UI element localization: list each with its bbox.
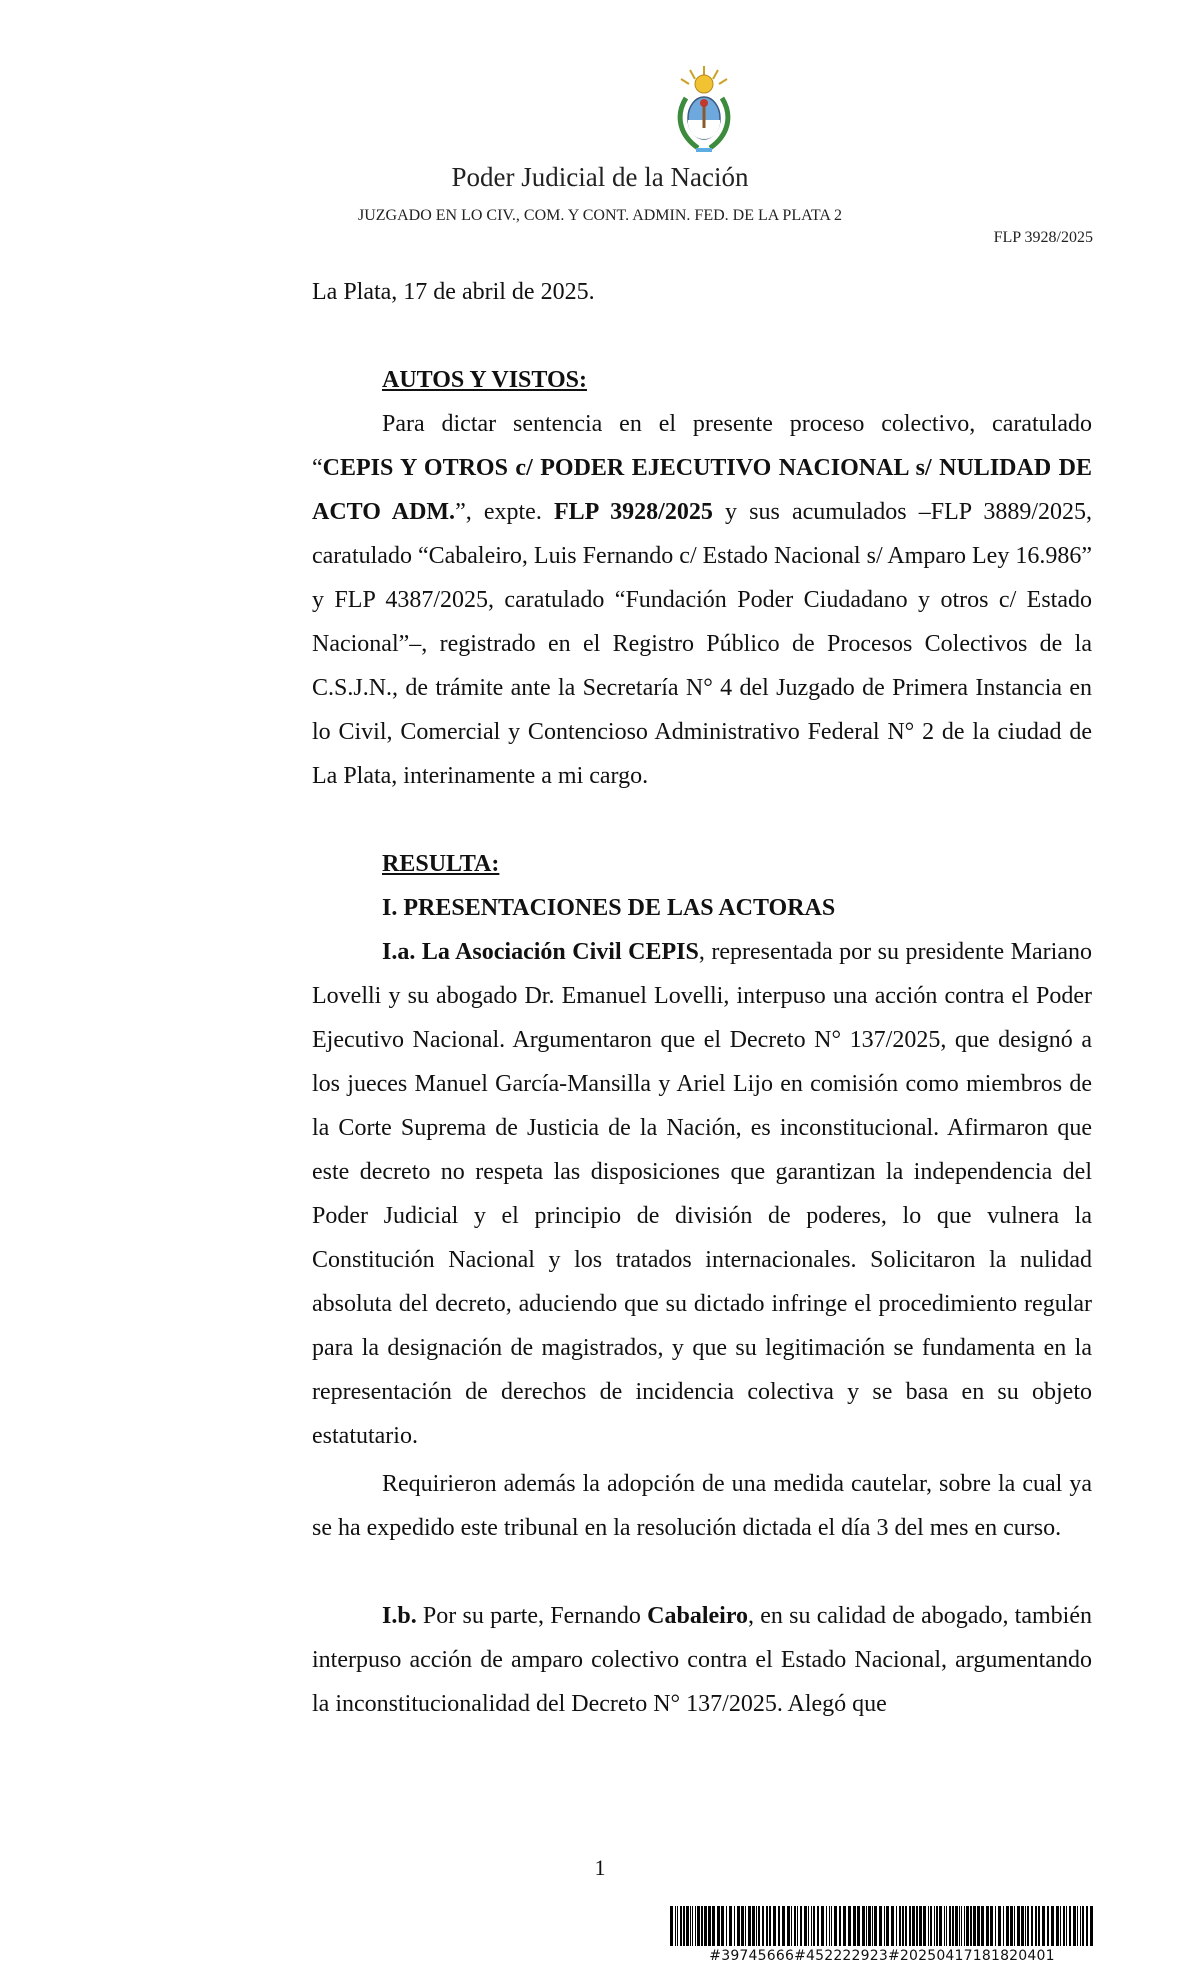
barcode-bar-62	[899, 1906, 901, 1946]
barcode-bar-36	[800, 1906, 802, 1946]
barcode-bar-25	[758, 1906, 760, 1946]
barcode-bar-59	[886, 1906, 889, 1946]
barcode-bar-77	[949, 1906, 951, 1946]
barcode-bar-3	[680, 1906, 682, 1946]
autos-text-3: y sus acumulados –FLP 3889/2025, caratulado “Cabaleiro, Luis Fernando c/ Estado Nacional s/ Amparo Ley 16.986” y FLP 4387/2025, caratulado “Fundación Poder Ciudadano y otros c/ Estado Nacional”–, registrado en el Registro Público de Procesos Colectivos de la C.S.J.N., de trámite ante la Secretaría N° 4 del Juzgado de Primera Instancia en lo Civil, Comercial y Contencioso Administrativo Federal N° 2 de la ciudad de La Plata, interinamente a mi cargo.	[312, 499, 1093, 789]
barcode-bar-14	[717, 1906, 720, 1946]
court-title: Poder Judicial de la Nación	[451, 162, 749, 192]
barcode-bar-28	[769, 1906, 771, 1946]
barcode-bar-113	[1080, 1906, 1081, 1946]
barcode-bar-45	[831, 1906, 832, 1946]
barcode-bar-64	[905, 1906, 907, 1946]
barcode-bar-17	[729, 1906, 732, 1946]
barcode-bar-58	[884, 1906, 885, 1946]
barcode-bar-51	[857, 1906, 860, 1946]
barcode-bar-88	[986, 1906, 989, 1946]
section-heading-autos-text: AUTOS Y VISTOS:	[382, 367, 587, 393]
barcode-bar-90	[995, 1906, 996, 1946]
barcode-bar-91	[998, 1906, 1001, 1946]
barcode-bar-86	[977, 1906, 980, 1946]
barcode-bar-63	[902, 1906, 904, 1946]
barcode-bar-66	[912, 1906, 915, 1946]
barcode-bar-99	[1027, 1906, 1029, 1946]
barcode-bar-18	[734, 1906, 735, 1946]
barcode-bar-49	[848, 1906, 851, 1946]
barcode-bar-84	[970, 1906, 972, 1946]
barcode-bar-115	[1086, 1906, 1088, 1946]
barcode-bar-33	[791, 1906, 792, 1946]
barcode-bar-110	[1069, 1906, 1071, 1946]
barcode-bar-112	[1077, 1906, 1078, 1946]
barcode-bar-107	[1060, 1906, 1061, 1946]
paragraph-ib-name: Cabaleiro	[647, 1603, 749, 1629]
argentine-coat-of-arms-icon	[672, 64, 736, 156]
barcode-bar-2	[677, 1906, 678, 1946]
page-number: 1	[594, 1855, 606, 1880]
barcode-bar-52	[862, 1906, 865, 1946]
sun-rays	[681, 66, 727, 93]
paragraph-ia-text: , representada por su presidente Mariano Lovelli y su abogado Dr. Emanuel Lovelli, interpuso una acción contra el Poder Ejecutivo Nacional. Argumentaron que el Decreto N° 137/2025, que designó a los jueces Manuel García-Mansilla y Ariel Lijo en comisión como miembros de la Corte Suprema de Justicia de la Nación, es inconstitucional. Afirmaron que este decreto no respeta las disposiciones que garantizan la independencia del Poder Judicial y el principio de división de poderes, lo que vulnera la Constitución Nacional y los tratados internacionales. Solicitaron la nulidad absoluta del decreto, aduciendo que su dictado infringe el procedimiento regular para la designación de magistrados, y que su legitimación se fundamenta en la representación de derechos de incidencia colectiva y se basa en su objeto estatutario.	[312, 939, 1092, 1449]
court-subtitle: JUZGADO EN LO CIV., COM. Y CONT. ADMIN. FED. DE LA PLATA 2	[357, 207, 843, 224]
barcode-bar-31	[782, 1906, 785, 1946]
barcode-bar-89	[990, 1906, 993, 1946]
barcode-bar-79	[955, 1906, 958, 1946]
barcode-bar-101	[1035, 1906, 1037, 1946]
barcode-bar-70	[928, 1906, 929, 1946]
barcode-bar-38	[808, 1906, 809, 1946]
barcode-bar-34	[794, 1906, 796, 1946]
barcode-bar-39	[811, 1906, 812, 1946]
barcode-bar-55	[872, 1906, 873, 1946]
barcode-bar-6	[690, 1906, 691, 1946]
barcode-bar-5	[686, 1906, 689, 1946]
barcode-text: #39745666#452222923#20250417181820401	[709, 1948, 1055, 1964]
barcode-bar-93	[1006, 1906, 1009, 1946]
paragraph-ia-2: Requirieron además la adopción de una medida cautelar, sobre la cual ya se ha expedido este tribunal en la resolución dictada el día 3 del mes en curso.	[312, 1471, 1092, 1541]
barcode-bar-50	[853, 1906, 856, 1946]
barcode-bar-78	[952, 1906, 954, 1946]
barcode-bar-48	[843, 1906, 846, 1946]
barcode-bar-104	[1047, 1906, 1049, 1946]
paragraph-ib-text-1: Por su parte, Fernando	[416, 1603, 648, 1629]
barcode-bar-98	[1025, 1906, 1026, 1946]
autos-text-2: ”, expte.	[455, 499, 554, 525]
barcode-bar-26	[762, 1906, 764, 1946]
barcode-bar-100	[1031, 1906, 1033, 1946]
barcode-bar-69	[923, 1906, 926, 1946]
barcode-bar-72	[934, 1906, 935, 1946]
paragraph-autos	[312, 402, 1092, 798]
barcode-bar-108	[1063, 1906, 1065, 1946]
barcode-bar-105	[1051, 1906, 1054, 1946]
autos-text-1: Para dictar sentencia en el presente proceso colectivo, caratulado “	[312, 411, 1092, 481]
date-line: La Plata, 17 de abril de 2025.	[312, 279, 595, 305]
barcode-bar-114	[1082, 1906, 1084, 1946]
barcode-bar-97	[1021, 1906, 1024, 1946]
barcode-bar-57	[879, 1906, 882, 1946]
barcode-bar-44	[829, 1906, 830, 1946]
barcode-bar-42	[821, 1906, 824, 1946]
paragraph-ia	[312, 930, 1092, 1458]
section-heading-resulta-text: RESULTA:	[382, 851, 500, 877]
barcode-bar-73	[936, 1906, 938, 1946]
barcode-bar-87	[981, 1906, 984, 1946]
case-number: FLP 3928/2025	[993, 229, 1093, 246]
barcode-bar-61	[896, 1906, 897, 1946]
barcode-bar-95	[1014, 1906, 1015, 1946]
barcode-bar-10	[701, 1906, 703, 1946]
barcode-bar-21	[745, 1906, 746, 1946]
case-caption: CEPIS Y OTROS c/ PODER EJECUTIVO NACIONAL s/ NULIDAD DE ACTO ADM.	[312, 455, 1092, 525]
barcode-bar-20	[741, 1906, 744, 1946]
barcode-bar-30	[778, 1906, 780, 1946]
barcode-bar-56	[874, 1906, 877, 1946]
barcode-bar-40	[813, 1906, 815, 1946]
barcode-bar-106	[1056, 1906, 1059, 1946]
barcode-bar-80	[959, 1906, 960, 1946]
barcode-bar-29	[773, 1906, 776, 1946]
barcode-bar-116	[1090, 1906, 1093, 1946]
barcode-bar-54	[868, 1906, 871, 1946]
barcode-bar-19	[737, 1906, 740, 1946]
barcode-bar-32	[787, 1906, 790, 1946]
document-body	[312, 270, 1092, 1726]
section-heading-resulta	[312, 842, 1092, 886]
barcode-bar-9	[697, 1906, 700, 1946]
barcode-bar-41	[817, 1906, 819, 1946]
barcode-icon	[670, 1906, 1094, 1946]
barcode-bar-109	[1066, 1906, 1067, 1946]
barcode-bar-37	[804, 1906, 807, 1946]
case-file-number: FLP 3928/2025	[554, 499, 713, 525]
barcode-bar-7	[692, 1906, 693, 1946]
barcode-bar-12	[708, 1906, 711, 1946]
barcode-bar-4	[683, 1906, 685, 1946]
barcode-bar-1	[675, 1906, 676, 1946]
barcode-bar-13	[712, 1906, 715, 1946]
barcode-bar-11	[704, 1906, 707, 1946]
subsection-heading-presentaciones: I. PRESENTACIONES DE LAS ACTORAS	[382, 895, 836, 921]
barcode-bar-103	[1042, 1906, 1045, 1946]
barcode-bar-16	[726, 1906, 727, 1946]
barcode-bar-96	[1017, 1906, 1020, 1946]
section-heading-autos	[312, 358, 1092, 402]
barcode-bar-94	[1010, 1906, 1013, 1946]
barcode-bar-0	[670, 1906, 673, 1946]
barcode-bar-83	[966, 1906, 969, 1946]
barcode-bar-76	[946, 1906, 947, 1946]
paragraph-ib-label: I.b.	[382, 1603, 417, 1629]
barcode-bar-47	[839, 1906, 841, 1946]
barcode-bar-8	[695, 1906, 696, 1946]
barcode-bar-53	[866, 1906, 867, 1946]
paragraph-ia-label: I.a. La Asociación Civil CEPIS	[382, 939, 699, 965]
barcode-bar-43	[826, 1906, 827, 1946]
barcode-bar-23	[752, 1906, 755, 1946]
paragraph-ib-text-2: , en su calidad de abogado, también interpuso acción de amparo colectivo contra el Estado Nacional, argumentando la inconstitucionalidad del Decreto N° 137/2025. Alegó que	[312, 1603, 1092, 1717]
barcode-bar-27	[766, 1906, 768, 1946]
paragraph-ib	[312, 1594, 1092, 1726]
barcode-bar-46	[834, 1906, 837, 1946]
barcode-bar-65	[909, 1906, 911, 1946]
barcode-bar-75	[944, 1906, 945, 1946]
barcode-bar-67	[916, 1906, 918, 1946]
barcode-bar-22	[748, 1906, 751, 1946]
barcode-bar-68	[919, 1906, 922, 1946]
barcode-bar-102	[1038, 1906, 1040, 1946]
barcode-bar-85	[973, 1906, 976, 1946]
barcode-bar-24	[756, 1906, 757, 1946]
barcode-bar-71	[930, 1906, 932, 1946]
barcode-bar-15	[721, 1906, 724, 1946]
barcode-bar-35	[797, 1906, 798, 1946]
barcode-bar-60	[891, 1906, 894, 1946]
barcode-bar-82	[964, 1906, 965, 1946]
barcode-bar-74	[939, 1906, 942, 1946]
barcode-bar-92	[1003, 1906, 1004, 1946]
barcode-bar-81	[961, 1906, 962, 1946]
barcode-bar-111	[1073, 1906, 1076, 1946]
